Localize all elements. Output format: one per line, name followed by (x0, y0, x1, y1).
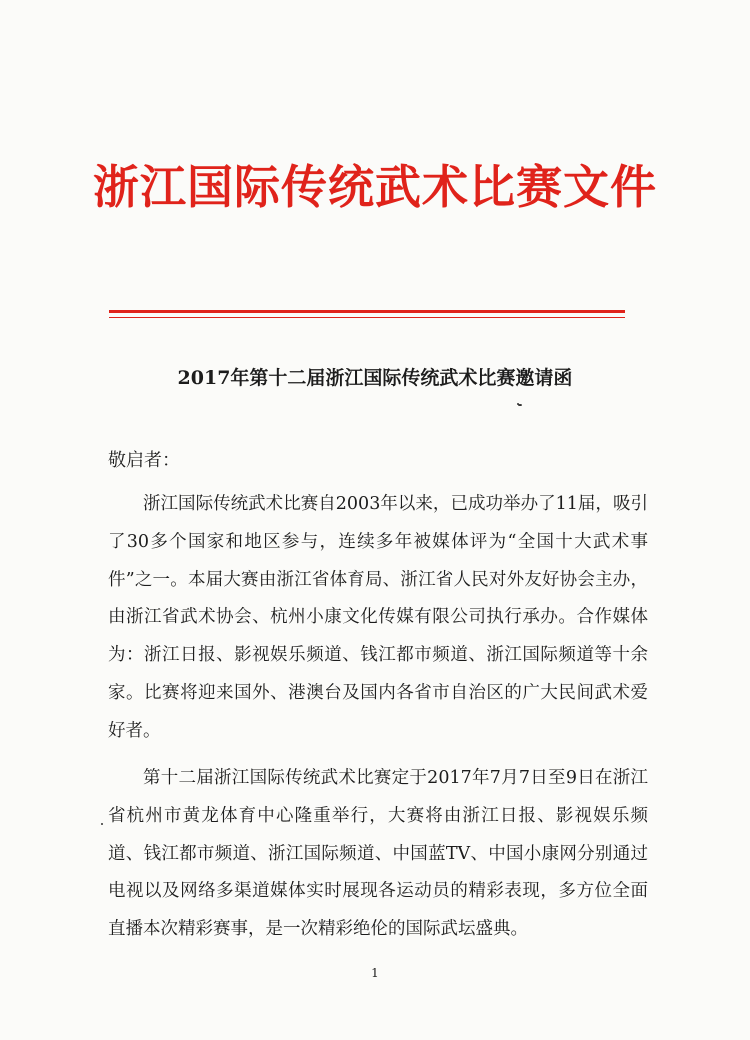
letterhead-rule-thick (109, 310, 625, 313)
letterhead-rule-thin (109, 317, 625, 318)
scan-speck (517, 403, 519, 405)
body-paragraph-1: 浙江国际传统武术比赛自2003年以来，已成功举办了11届，吸引了30多个国家和地区参与，连续多年被媒体评为“全国十大武术事件”之一。本届大赛由浙江省体育局、浙江省人民对外友好协会主办，由浙江省武术协会、杭州小康文化传媒有限公司执行承办。合作媒体为：浙江日报、影视娱乐频道、钱江都市频道、浙江国际频道等十余家。比赛将迎来国外、港澳台及国内各省市自治区的广大民间武术爱好者。 (108, 494, 648, 741)
document-title: 2017年第十二届浙江国际传统武术比赛邀请函 (177, 367, 573, 389)
letterhead-title: 浙江国际传统武术比赛文件 (93, 160, 657, 214)
page-number: 1 (371, 966, 379, 980)
body-paragraph-2: 第十二届浙江国际传统武术比赛定于2017年7月7日至9日在浙江省杭州市黄龙体育中心隆重举行，大赛将由浙江日报、影视娱乐频道、钱江都市频道、浙江国际频道、中国蓝TV、中国小康网分别通过电视以及网络多渠道媒体实时展现各运动员的精彩表现，多方位全面直播本次精彩赛事，是一次精彩绝伦的国际武坛盛典。 (108, 768, 648, 940)
salutation: 敬启者： (108, 450, 180, 471)
scan-speck (101, 823, 103, 825)
